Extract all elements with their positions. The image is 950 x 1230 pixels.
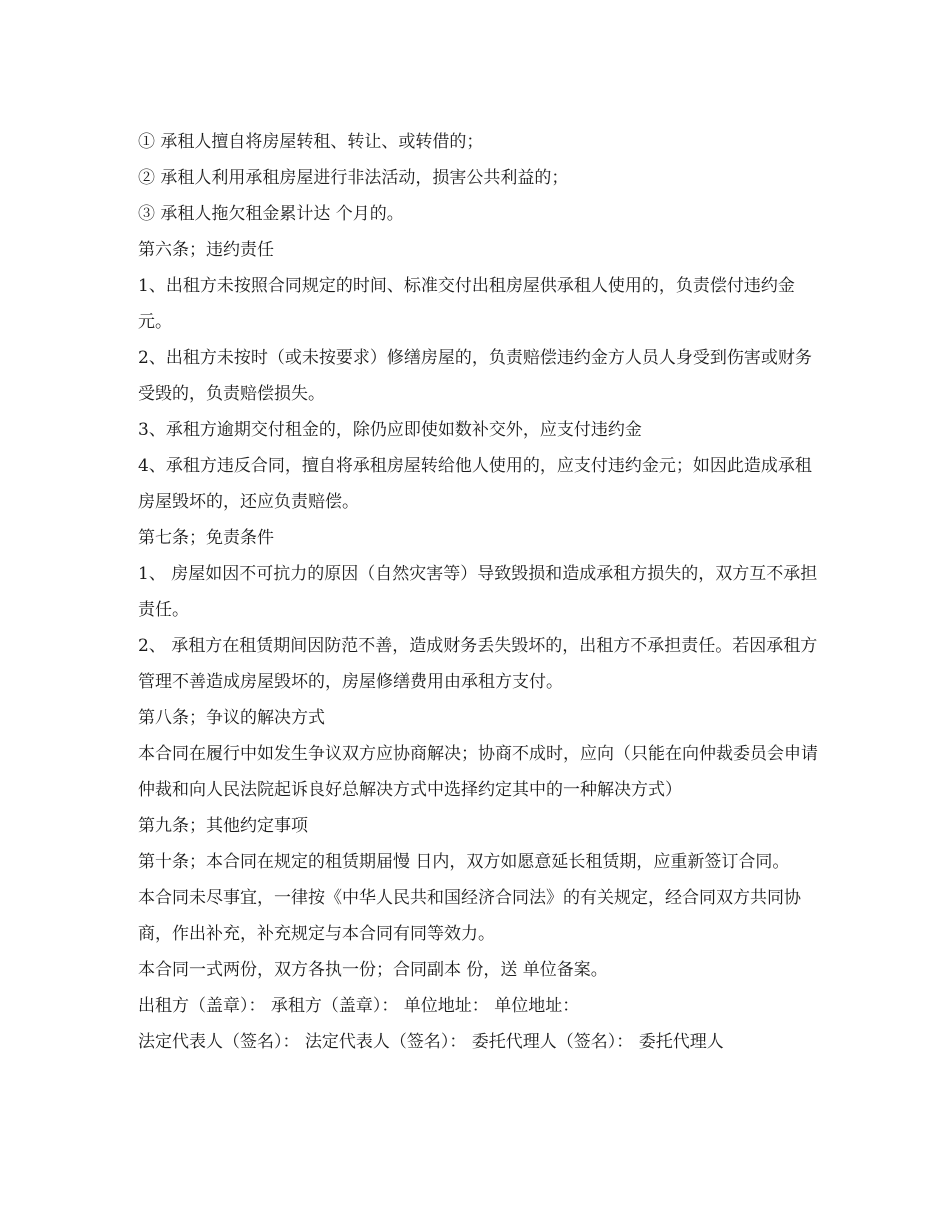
article-7-heading: 第七条；免责条件 <box>138 528 274 548</box>
clause-item-1: ① 承租人擅自将房屋转租、转让、或转借的； <box>138 132 484 152</box>
article-9-heading: 第九条；其他约定事项 <box>138 816 308 836</box>
clause-item-2: ② 承租人利用承租房屋进行非法活动，损害公共利益的； <box>138 168 569 188</box>
article-6-item-4: 4、承租方违反合同，擅自将承租房屋转给他人使用的，应支付违约金元；如因此造成承租房屋毁坏的，还应负责赔偿。 <box>138 456 812 512</box>
document-body <box>138 124 818 1060</box>
article-7-item-1: 1、 房屋如因不可抗力的原因（自然灾害等）导致毁损和造成承租方损失的，双方互不承担责任。 <box>138 564 818 620</box>
article-8-heading: 第八条；争议的解决方式 <box>138 708 325 728</box>
signature-line-seals: 出租方（盖章）： 承租方（盖章）： 单位地址： 单位地址： <box>138 996 580 1016</box>
article-6-item-3: 3、承租方逾期交付租金的，除仍应即使如数补交外，应支付违约金 <box>138 420 642 440</box>
article-6-heading: 第六条；违约责任 <box>138 240 274 260</box>
article-6-item-2: 2、出租方未按时（或未按要求）修缮房屋的，负责赔偿违约金方人员人身受到伤害或财务受毁的，负责赔偿损失。 <box>138 348 812 404</box>
clause-item-3: ③ 承租人拖欠租金累计达 个月的。 <box>138 204 404 224</box>
signature-line-representatives: 法定代表人（签名）： 法定代表人（签名）： 委托代理人（签名）： 委托代理人 <box>138 1032 724 1052</box>
supplementary-clause: 本合同未尽事宜，一律按《中华人民共和国经济合同法》的有关规定，经合同双方共同协商，作出补充，补充规定与本合同有同等效力。 <box>138 888 801 944</box>
article-6-item-1: 1、出租方未按照合同规定的时间、标准交付出租房屋供承租人使用的，负责偿付违约金 元。 <box>138 276 795 332</box>
article-8-body: 本合同在履行中如发生争议双方应协商解决；协商不成时，应向（只能在向仲裁委员会申请仲裁和向人民法院起诉良好总解决方式中选择约定其中的一种解决方式） <box>138 744 818 800</box>
article-10-body: 第十条；本合同在规定的租赁期届慢 日内，双方如愿意延长租赁期，应重新签订合同。 <box>138 852 790 872</box>
copies-clause: 本合同一式两份，双方各执一份；合同副本 份，送 单位备案。 <box>138 960 608 980</box>
article-7-item-2: 2、 承租方在租赁期间因防范不善，造成财务丢失毁坏的，出租方不承担责任。若因承租方管理不善造成房屋毁坏的，房屋修缮费用由承租方支付。 <box>138 636 818 692</box>
